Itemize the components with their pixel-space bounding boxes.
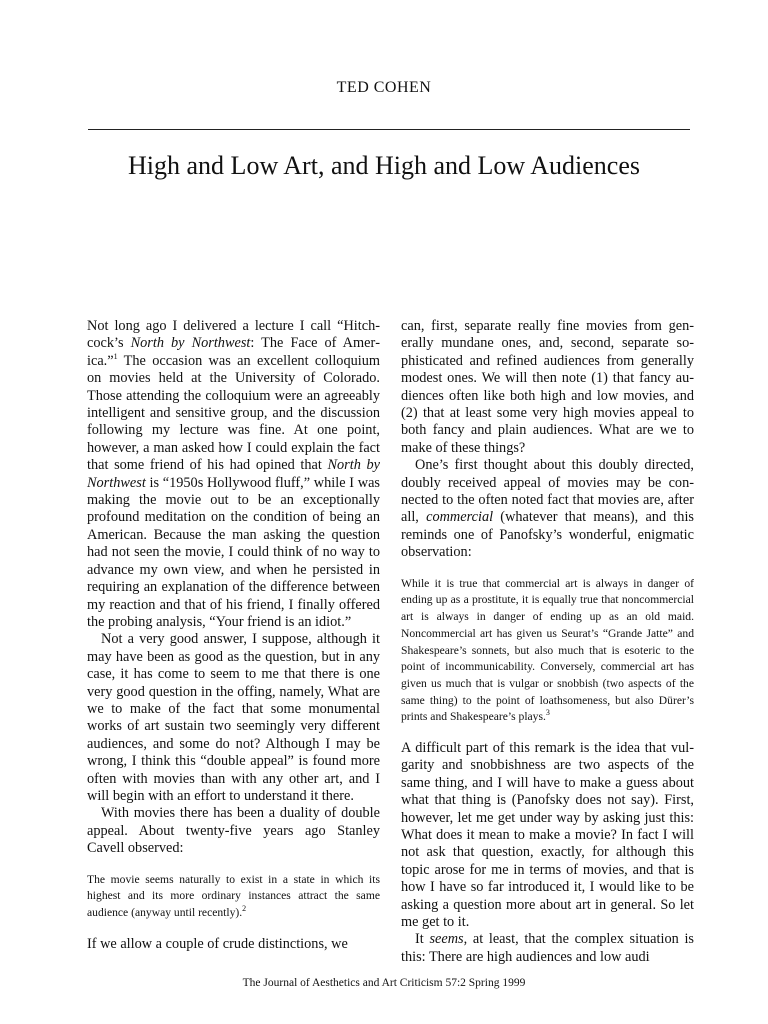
paragraph: Not a very good answer, I suppose, although it may have been as good as the question, but in any case, it has come to seem to me that there is one very good question in the offing, namely, What are we to make of the fact that some monumental works of art sustain two seemingly very different audiences, and some do not? Although I may be wrong, I think this “double appeal” is found more often with movies than with any other art, and I will begin with an effort to understand it there. — [87, 631, 380, 804]
paragraph — [401, 457, 694, 561]
text-run: It — [415, 931, 430, 948]
paragraph — [401, 931, 694, 966]
right-column — [401, 318, 694, 966]
text-run: is “1950s Hollywood fluff,” while I was making the movie out to be an exceptionally profound meditation on the condition of being an American. Because the man asking the question had not seen the movie, I could think of no way to advance my own view, and when he persisted in requiring an explanation of the difference between my reaction and that of his friend, I finally offered the probing analysis, “Your friend is an idiot.” — [87, 474, 380, 630]
text-run: : The Face of America.” — [87, 335, 380, 369]
movie-title: North by Northwest — [130, 335, 251, 352]
block-quote — [401, 576, 694, 726]
text-run: , at least, that the complex situation is this: There are high audiences and low audi — [401, 931, 694, 965]
emphasis: commercial — [426, 509, 494, 526]
footnote-marker: 2 — [242, 904, 247, 914]
paragraph: If we allow a couple of crude distinctions, we — [87, 935, 348, 952]
journal-footer: The Journal of Aesthetics and Art Criticism 57:2 Spring 1999 — [242, 977, 526, 989]
quote-text: The movie seems naturally to exist in a state in which its highest and its more ordinary instances attract the same audience (anyway until recently). — [87, 872, 380, 919]
paragraph: A difficult part of this remark is the idea that vulgarity and snobbishness are two aspects of the same thing, and I will have to make a guess about what that thing is (Panofsky does not say). First, however, let me get under way by asking just this: What does it mean to make a movie? In fact I will not ask that question, exactly, for although this topic arose for me in terms of movies, and that is how I have so far introduced it, I would like to be asking a question more about art in general. So let me get to it. — [401, 740, 694, 931]
article-title: High and Low Art, and High and Low Audiences — [128, 151, 640, 180]
text-run: The occasion was an excellent colloquium on movies held at the University of Colorado. Those attending the colloquium were an agreeably intelligent and sensitive group, and the discussion following my lecture was fine. At one point, however, a man asked how I could explain the fact that some friend of his had opined that — [87, 352, 380, 474]
text-run: (whatever that means), and this reminds one of Panofsky’s wonderful, enigmatic observation: — [401, 509, 694, 561]
emphasis: seems — [429, 931, 464, 948]
author-name: TED COHEN — [336, 79, 432, 96]
text-run: One’s first thought about this doubly directed, doubly received appeal of movies may be connected to the often noted fact that movies are, after all, — [401, 457, 694, 526]
paragraph: can, first, separate really fine movies from generally mundane ones, and, second, separate sophisticated and refined audiences from generally modest ones. We will then note (1) that fancy audiences often like both high and low movies, and (2) that at least some very high movies appeal to both fancy and plain audiences. What are we to make of these things? — [401, 318, 694, 456]
text-run: Not long ago I delivered a lecture I call “Hitchcock’s — [87, 318, 380, 352]
footnote-marker: 3 — [545, 708, 550, 718]
paragraph — [87, 318, 380, 631]
movie-title: North by Northwest — [87, 457, 381, 491]
left-column — [87, 318, 380, 953]
paragraph: With movies there has been a duality of double appeal. About twenty-five years ago Stanley Cavell observed: — [87, 805, 380, 857]
footnote-marker: 1 — [113, 352, 118, 362]
quote-text: While it is true that commercial art is always in danger of ending up as a prostitute, it is equally true that noncommercial art is always in danger of ending up as an old maid. Noncommercial art has given us Seurat’s “Grande Jatte” and Shakespeare’s sonnets, but also much that is esoteric to the point of incommunicability. Conversely, commercial art has given us much that is vulgar or snobbish (two aspects of the same thing) to the point of loathsomeness, but also Dürer’s prints and Shakespeare’s plays. — [401, 576, 694, 724]
title-rule — [88, 129, 690, 130]
block-quote — [87, 872, 380, 922]
